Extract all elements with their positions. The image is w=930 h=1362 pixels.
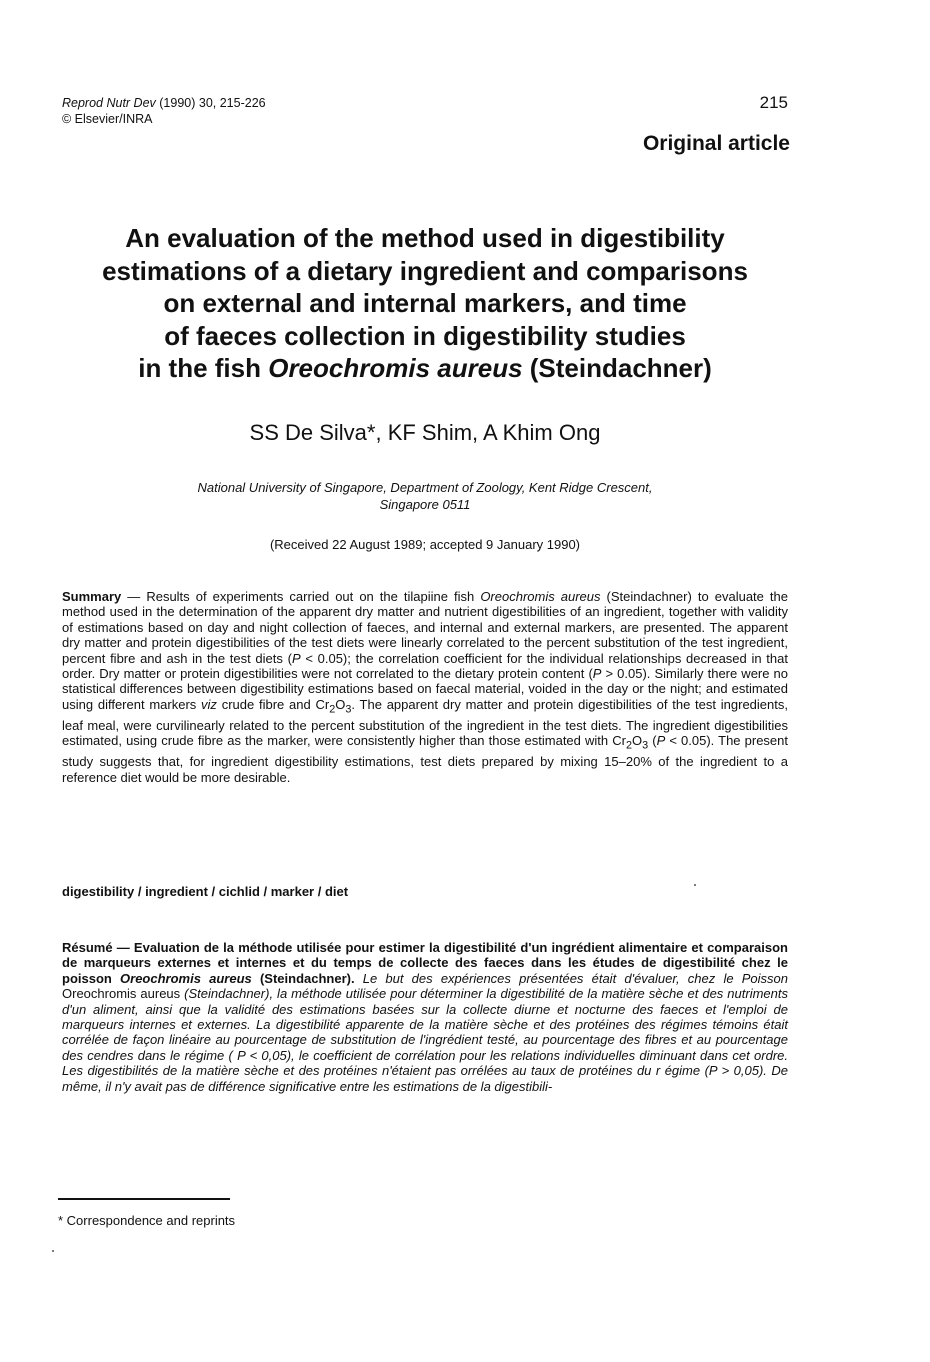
summary-text: crude fibre and Cr (216, 696, 330, 712)
summary-p: P (592, 666, 602, 682)
summary-text: — Results of experiments carried out on the tilapiine fish (121, 589, 481, 604)
summary-text: < 0.05). The present study suggests that, for ingredient digestibility estimations, test diets prepared by mixing 15–20% of the ingredient to a reference diet would be more desirable. (62, 733, 788, 785)
title-text: in the fish (138, 353, 269, 383)
received-dates: (Received 22 August 1989; accepted 9 January 1990) (269, 537, 581, 552)
resume-heading-species: Oreochromis aureus (120, 970, 252, 986)
summary-p: P (656, 733, 666, 749)
summary-p: P (291, 650, 301, 666)
resume-heading: (Steindachner). (251, 970, 355, 986)
title-line: of faeces collection in digestibility studies (164, 320, 686, 351)
title-text: (Steindachner) (522, 353, 712, 383)
article-type: Original article (642, 132, 790, 155)
affiliation-line: Singapore 0511 (379, 497, 471, 512)
subscript: 2 (625, 739, 632, 752)
subscript: 2 (329, 703, 336, 716)
summary-text: > 0.05). Similarly there were no statistical differences between digestibility estimations based on faecal material, voided in the day or the night; and estimated using different markers (62, 666, 788, 712)
summary-text: ( (648, 733, 657, 749)
speck-mark (694, 884, 696, 886)
affiliation-line: National University of Singapore, Department of Zoology, Kent Ridge Crescent, (197, 480, 653, 495)
summary-text: < 0.05); the correlation coefficient for the individual relationships decreased in that order. Dry matter or protein digestibilities were not correlated to the dietary protein content ( (62, 650, 788, 682)
resume-heading: Résumé — Evaluation de la méthode utilisée pour estimer la digestibilité d'un ingrédient alimentaire et comparaison de marqueurs externes et internes et du temps de collecte des faeces dans les études de digestibilité chez le poisson (62, 940, 788, 986)
footnote-rule (58, 1198, 230, 1200)
keywords: digestibility / ingredient / cichlid / marker / diet (62, 884, 349, 899)
journal-citation (62, 95, 266, 127)
subscript: 3 (345, 703, 352, 716)
title-line (40, 352, 810, 385)
article-title (40, 222, 810, 385)
page-number: 215 (759, 93, 788, 112)
summary-species: Oreochromis aureus (480, 589, 601, 604)
summary-label: Summary (62, 589, 122, 604)
title-line: An evaluation of the method used in digestibility (125, 223, 725, 253)
title-line: estimations of a dietary ingredient and comparisons (102, 255, 748, 286)
resume-text: Le but des expériences présentées était d'évaluer, chez le Poisson (354, 970, 788, 986)
summary-viz: viz (201, 696, 217, 712)
journal-name: Reprod Nutr Dev (62, 96, 156, 110)
subscript: 3 (642, 739, 649, 752)
summary-text: O (335, 696, 346, 712)
resume-text: (Steindachner), la méthode utilisée pour déterminer la digestibilité de la matière sèche et des nutriments d'un aliment, ainsi que la validité des estimations basées sur la collecte diurne et nocturne des faeces et l'emploi de marqueurs internes et externes. La digestibilité apparente de la matière sèche et des protéines des régimes témoins était corrélée de façon linéaire au pourcentage de substitution de l'ingrédient testé, au pourcentage des fibres et au pourcentage des cendres dans le régime ( P < 0,05), le coefficient de corrélation pour les relations individuelles diminuant dans cet ordre. Les digestibilités de la matière sèche et des protéines n'étaient pas orrélées au taux de protéines du r égime (P > 0,05). De même, il n'y avait pas de différence significative entre les estimations de la digestibili- (62, 986, 788, 1094)
speck-mark (52, 1250, 54, 1252)
resume-paragraph (62, 940, 788, 1094)
copyright: © Elsevier/INRA (62, 112, 153, 126)
summary-text: O (631, 733, 643, 749)
title-line: on external and internal markers, and time (163, 288, 687, 318)
resume-species: Oreochromis aureus (62, 986, 181, 1002)
summary-text: (Steindachner) to evaluate the method used in the determination of the apparent dry matter and nutrient digestibilities of an ingredient, together with validity of estimations based on day and night collection of faeces, and internal and external markers, are presented. The apparent dry matter and protein digestibilities of the test diets were linearly correlated to the percent substitution of the test ingredient, percent fibre and ash in the test diets ( (62, 589, 788, 666)
authors: SS De Silva*, KF Shim, A Khim Ong (249, 420, 601, 445)
footnote: * Correspondence and reprints (58, 1213, 236, 1228)
title-species: Oreochromis aureus (268, 353, 523, 383)
affiliation (60, 479, 790, 513)
summary-text: . The apparent dry matter and protein digestibilities of the test ingredients, leaf meal, were curvilinearly related to the percent substitution of the ingredient in the test diets. The ingredient digestibilities estimated, using crude fibre as the marker, were consistently higher than those estimated with Cr (62, 696, 788, 749)
summary-paragraph (62, 589, 788, 785)
journal-volume: (1990) 30, 215-226 (155, 96, 266, 110)
